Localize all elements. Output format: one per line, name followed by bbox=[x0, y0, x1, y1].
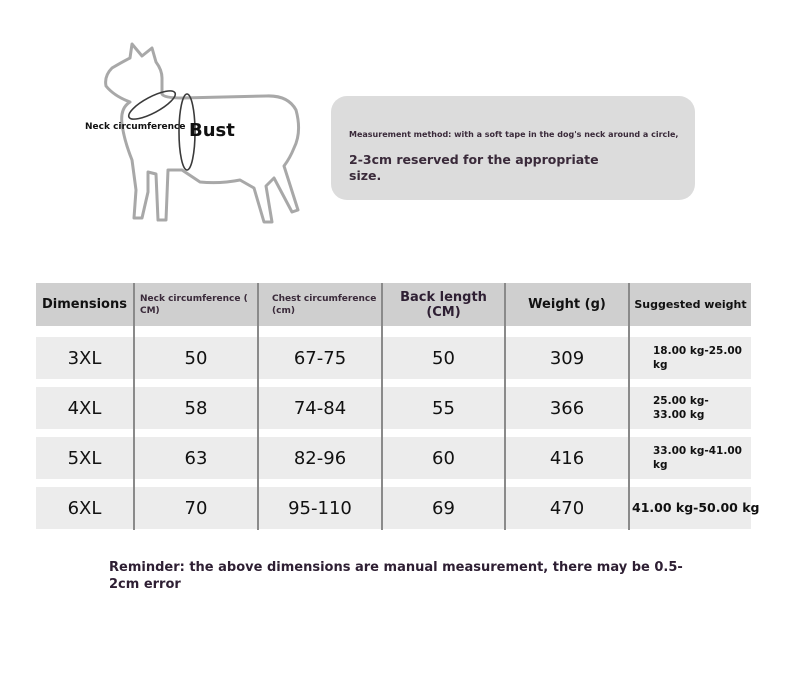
header-suggested-weight: Suggested weight bbox=[634, 298, 747, 311]
cell-dimension: 5XL bbox=[67, 447, 102, 469]
cell-neck: 50 bbox=[184, 347, 208, 369]
cell-weight: 366 bbox=[549, 397, 585, 419]
cell-chest: 67-75 bbox=[293, 347, 347, 369]
header-chest-circumference: Chest circumference (cm) bbox=[272, 293, 377, 316]
neck-circumference-label: Neck circumference bbox=[85, 122, 186, 132]
cell-suggested-weight: 41.00 kg-50.00 kg bbox=[632, 500, 760, 515]
header-weight: Weight (g) bbox=[528, 297, 606, 312]
cell-neck: 70 bbox=[184, 497, 208, 519]
cell-weight: 416 bbox=[549, 447, 585, 469]
note-line-2: 2-3cm reserved for the appropriate size. bbox=[349, 152, 599, 183]
cell-weight: 309 bbox=[549, 347, 585, 369]
cell-suggested-weight: 33.00 kg-41.00 kg bbox=[653, 445, 742, 471]
cell-suggested-weight: 25.00 kg-33.00 kg bbox=[653, 395, 709, 421]
neck-ring bbox=[125, 86, 178, 125]
cell-back-length: 69 bbox=[432, 497, 455, 519]
cell-back-length: 60 bbox=[432, 447, 455, 469]
cell-chest: 82-96 bbox=[293, 447, 347, 469]
cell-chest: 74-84 bbox=[293, 397, 347, 419]
measurement-note bbox=[331, 96, 695, 200]
cell-back-length: 50 bbox=[432, 347, 455, 369]
cell-back-length: 55 bbox=[432, 397, 455, 419]
cell-weight: 470 bbox=[549, 497, 585, 519]
header-neck-circumference: Neck circumference ( CM) bbox=[140, 293, 248, 316]
cell-chest: 95-110 bbox=[288, 497, 352, 519]
cell-suggested-weight: 18.00 kg-25.00 kg bbox=[653, 345, 742, 371]
size-table bbox=[36, 283, 760, 530]
header-back-length: Back length (CM) bbox=[400, 289, 487, 320]
header-dimensions: Dimensions bbox=[42, 297, 127, 312]
bust-label: Bust bbox=[189, 120, 235, 141]
cell-neck: 58 bbox=[184, 397, 208, 419]
cell-neck: 63 bbox=[184, 447, 208, 469]
cell-dimension: 6XL bbox=[67, 497, 102, 519]
cell-dimension: 3XL bbox=[67, 347, 102, 369]
reminder-text: Reminder: the above dimensions are manual measurement, there may be 0.5-2cm error bbox=[109, 560, 683, 592]
note-line-1: Measurement method: with a soft tape in the dog's neck around a circle, bbox=[349, 130, 679, 139]
cell-dimension: 4XL bbox=[67, 397, 102, 419]
